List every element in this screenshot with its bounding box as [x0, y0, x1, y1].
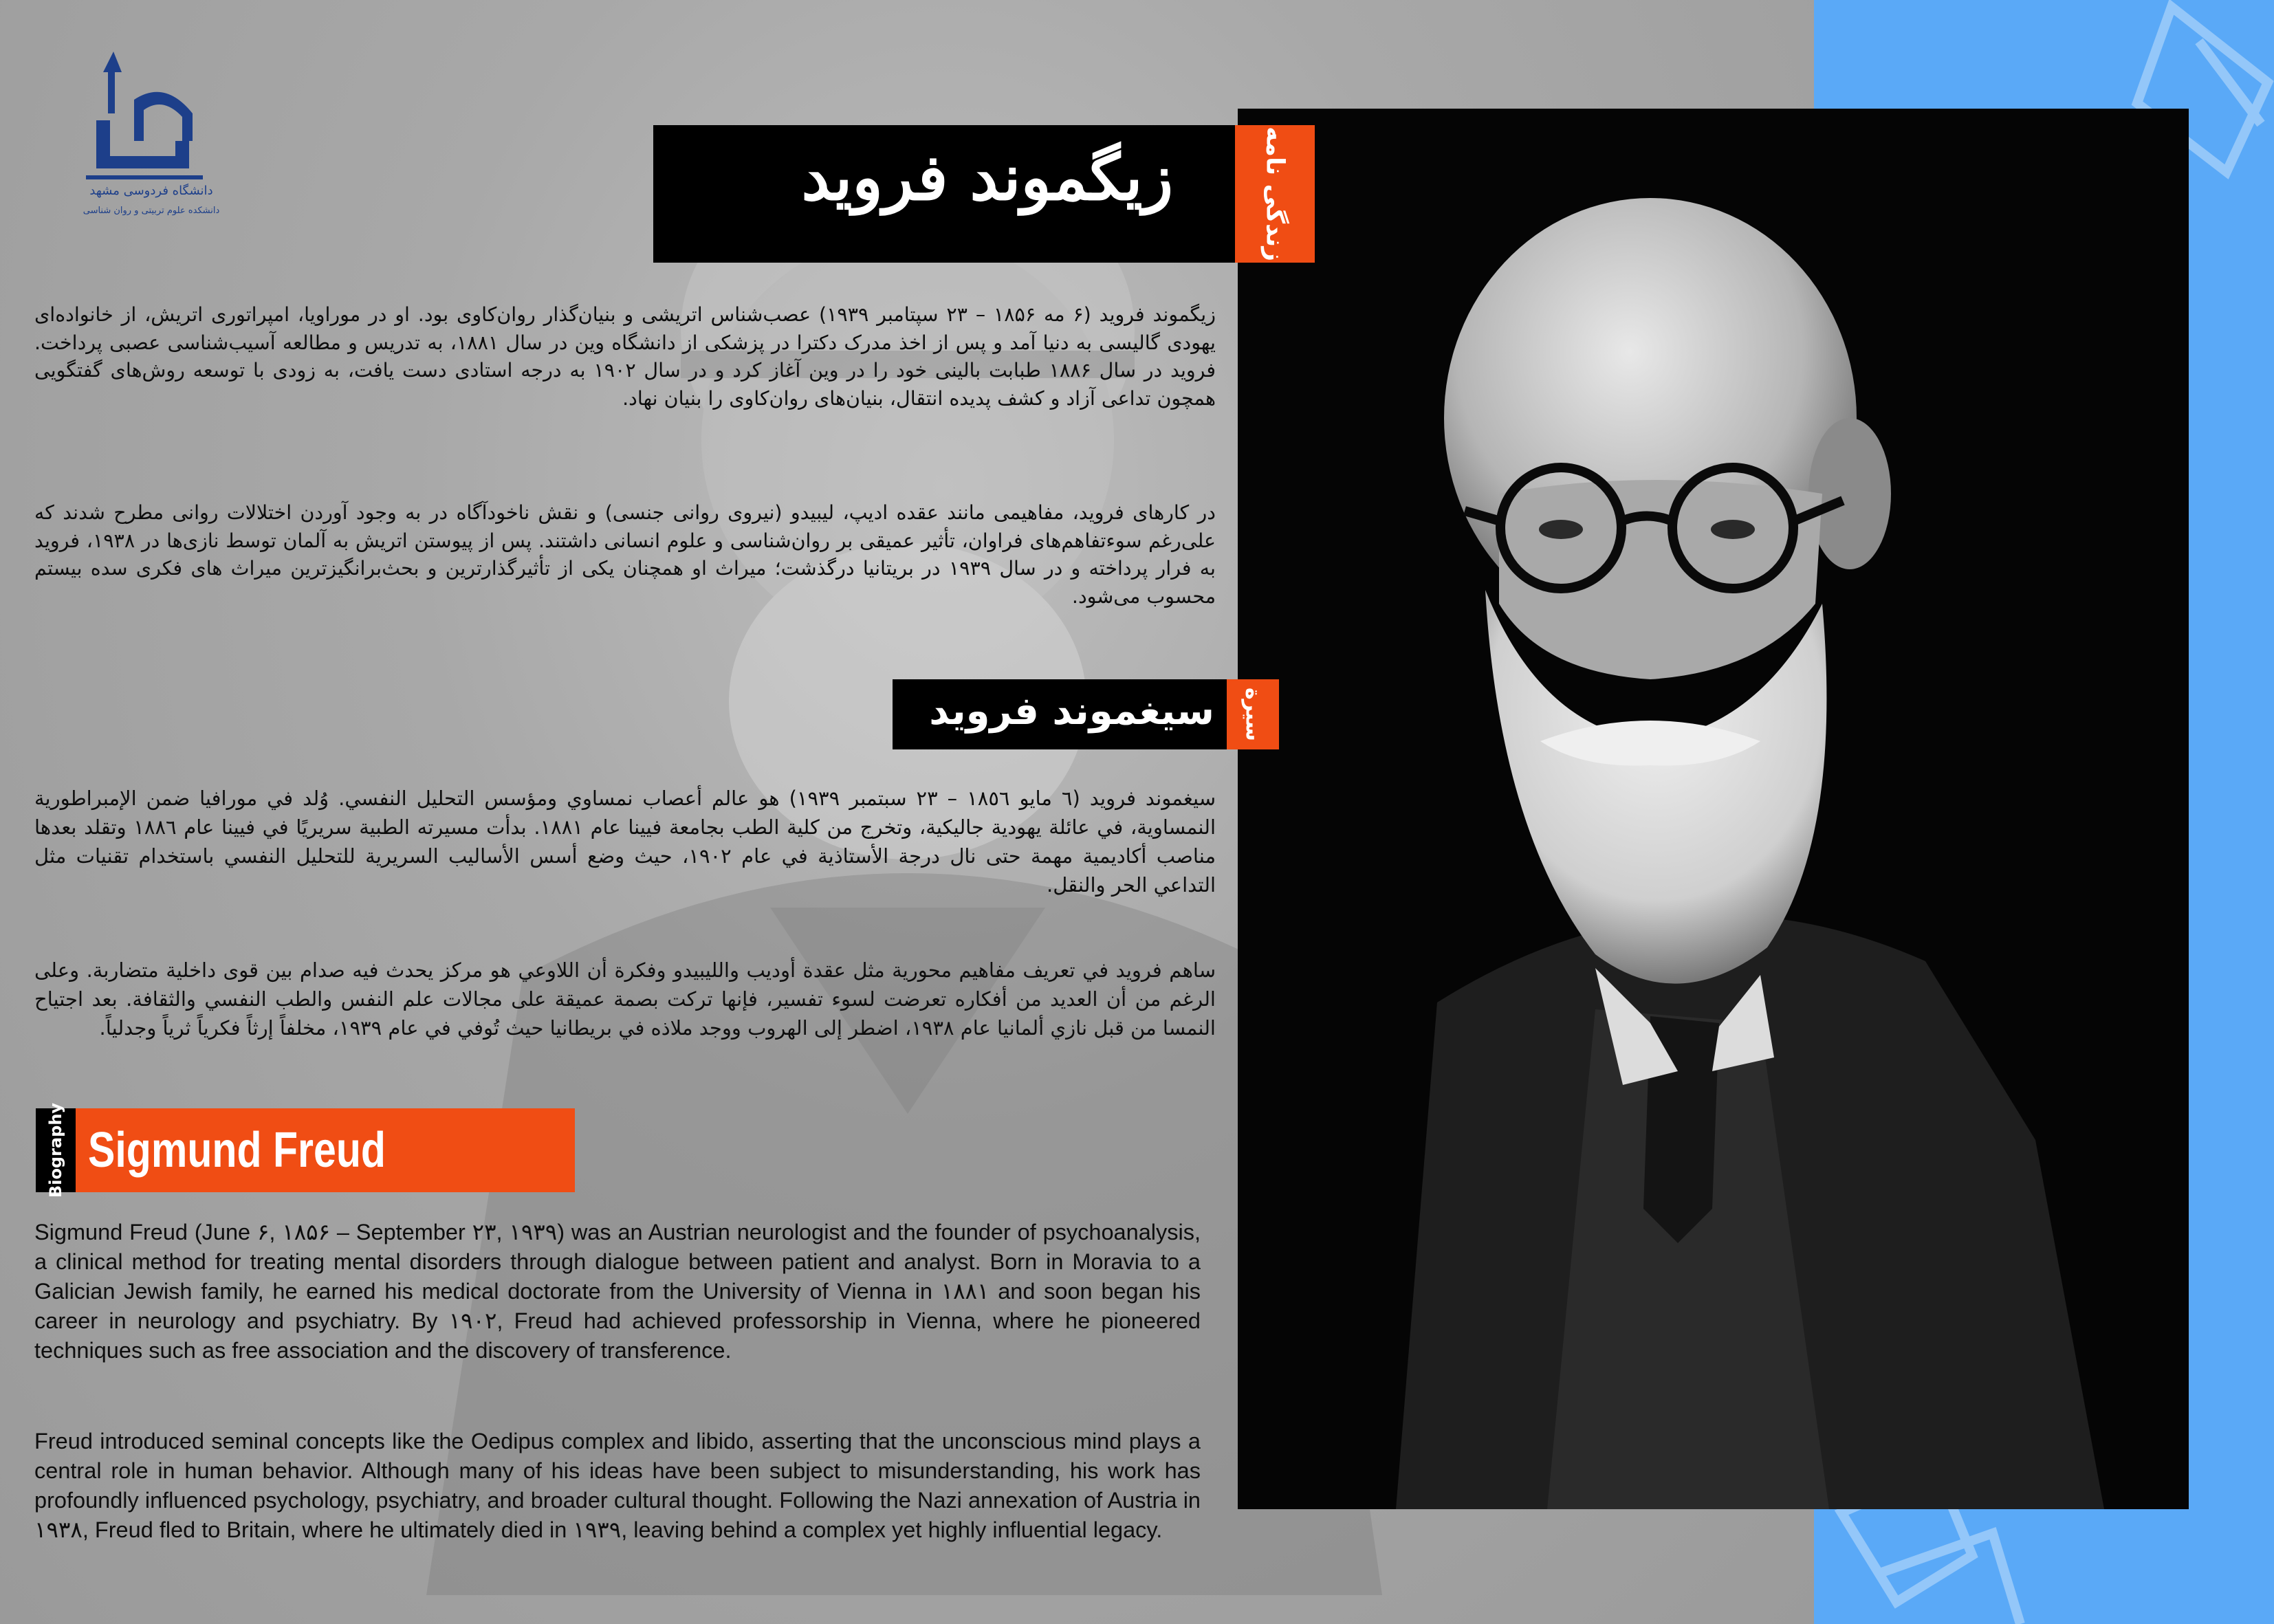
- logo-text-2: دانشکده علوم تربیتی و روان شناسی: [83, 206, 220, 216]
- portrait-photo: [1238, 109, 2189, 1509]
- persian-tag: [1235, 125, 1315, 263]
- english-tag: [36, 1102, 76, 1198]
- persian-title-box: [653, 125, 1235, 263]
- arabic-title-box: [893, 679, 1227, 749]
- english-title-box: [76, 1108, 575, 1192]
- arabic-tag-label: سيرة: [1240, 687, 1265, 742]
- persian-title: زیگموند فروید: [801, 140, 1173, 215]
- english-paragraph-2: Freud introduced seminal concepts like the Oedipus complex and libido, asserting that the unconscious mind plays a central role in human behavior. Although many of his ideas have been subject to misunderstanding, his work has profoundly influenced psychology, psychiatry, and broader cultural thought. Following the Nazi annexation of Austria in ۱۹۳۸, Freud fled to Britain, where he ultimately died in ۱۹۳۹, leaving behind a complex yet highly influential legacy.: [34, 1429, 1201, 1542]
- english-paragraph-1: Sigmund Freud (June ۶, ۱۸۵۶ – September ۲۳, ۱۹۳۹) was an Austrian neurologist and the founder of psychoanalysis, a clinical method for treating mental disorders through dialogue between patient and analyst. Born in Moravia to a Galician Jewish family, he earned his medical doctorate from the University of Vienna in ۱۸۸۱ and soon began his career in neurology and psychiatry. By ۱۹۰۲, Freud had achieved professorship in Vienna, where he pioneered techniques such as free association and the discovery of transference.: [34, 1220, 1201, 1363]
- arabic-paragraph-2: ساهم فرويد في تعريف مفاهيم محورية مثل عقدة أوديب والليبيدو وفكرة أن اللاوعي هو مركز يحدث فيه صدام بين قوى داخلية متضاربة. وعلى الرغم من أن العديد من أفكاره تعرضت لسوء تفسير، فإنها تركت بصمة عميقة على مجالات علم النفس والطب النفسي والثقافة. بعد اجتياح النمسا من قبل نازي ألمانيا عام ١٩٣٨، اضطر إلى الهروب ووجد ملاذه في بريطانيا حيث تُوفي في عام ١٩٣٩، مخلفاً إرثاً فكرياً ثرياً وجدلياً.: [34, 958, 1216, 1040]
- arabic-tag: [1227, 679, 1279, 749]
- university-logo: [72, 38, 230, 223]
- english-tag-label: Biography: [46, 1102, 65, 1198]
- portrait-illustration: [1238, 109, 2189, 1509]
- persian-paragraph-2: در کارهای فروید، مفاهیمی مانند عقده ادیپ، لیبیدو (نیروی روانی جنسی) و نقش ناخودآگاه در به وجود آوردن اختلالات روانی مطرح شدند که علی‌رغم سوء‌تفاهم‌های فراوان، تأثیر عمیقی بر روان‌شناسی و علوم انسانی داشتند. پس از پیوستن اتریش به آلمان توسط نازی‌ها در ۱۹۳۸، فروید به فرار پرداخته و در سال ۱۹۳۹ در بریتانیا درگذشت؛ میراث او همچنان یکی از تأثیرگذارترین و بحث‌برانگیزترین میراث های فکری سده بیستم محسوب می‌شود.: [34, 501, 1216, 608]
- persian-paragraph-1: زیگموند فروید (۶ مه ۱۸۵۶ – ۲۳ سپتامبر ۱۹۳۹) عصب‌شناس اتریشی و بنیان‌گذار روان‌کاوی بود. او در موراویا، امپراتوری اتریش، از خانواده‌ای یهودی گالیسی به دنیا آمد و پس از اخذ مدرک دکترا در پزشکی از دانشگاه وین در سال ۱۸۸۱، به تدریس و مطالعه آسیب‌شناسی عصبی پرداخت. فروید در سال ۱۸۸۶ طبابت بالینی خود را در وین آغاز کرد و در سال ۱۹۰۲ به درجه استادی دست یافت، به زودی با توسعه روش‌های گفتگویی همچون تداعی آزاد و کشف پدیده انتقال، بنیان‌های روان‌کاوی را بنیان نهاد.: [34, 303, 1216, 410]
- logo-text-1: دانشگاه فردوسی مشهد: [89, 184, 213, 198]
- arabic-paragraph-1: سيغموند فرويد (٦ مايو ١٨٥٦ – ٢٣ سبتمبر ١٩٣٩) هو عالم أعصاب نمساوي ومؤسس التحليل النفسي. وُلد في مورافيا ضمن الإمبراطورية النمساوية، في عائلة يهودية جاليكية، وتخرج من كلية الطب بجامعة فيينا عام ١٨٨١. بدأت مسيرته الطبية سريريًا في فيينا عام ١٨٨٦ وتقلد بعدها مناصب أكاديمية مهمة حتى نال درجة الأستاذية في عام ١٩٠٢، حيث وضع أسس الأساليب السريرية للتحليل النفسي باستخدام تقنيات مثل التداعي الحر والنقل.: [34, 787, 1216, 897]
- arabic-title: سيغموند فرويد: [929, 689, 1214, 734]
- english-title: Sigmund Freud: [88, 1123, 386, 1178]
- persian-tag-label: زندگی نامه: [1260, 126, 1289, 262]
